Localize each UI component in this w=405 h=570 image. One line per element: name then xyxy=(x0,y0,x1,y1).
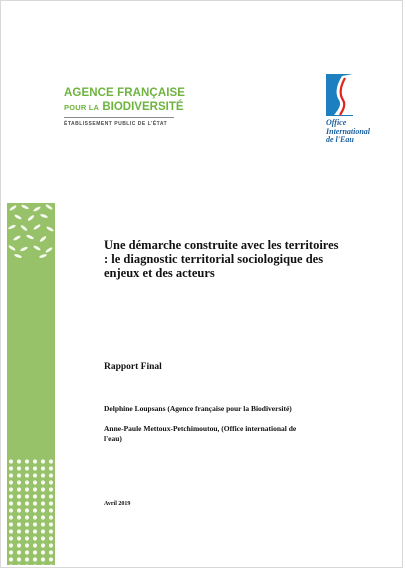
afb-logo xyxy=(64,87,186,127)
afb-logo-line2 xyxy=(64,100,184,114)
afb-logo-line2-prefix: POUR LA xyxy=(64,102,100,112)
afb-logo-rule xyxy=(64,117,174,118)
afb-logo-line1: AGENCE FRANÇAISE xyxy=(64,87,186,99)
leaf-pattern-decoration xyxy=(7,203,55,258)
afb-logo-subtitle: ÉTABLISSEMENT PUBLIC DE L'ÉTAT xyxy=(64,121,168,127)
document-date: Avril 2019 xyxy=(104,501,131,507)
author-line: Anne-Paule Mettoux-Petchimoutou, (Office international de l'eau) xyxy=(104,424,297,443)
oieau-logo-line: Office xyxy=(326,118,347,127)
oieau-logo-text xyxy=(326,119,386,145)
report-type: Rapport Final xyxy=(104,362,162,372)
author-line: Delphine Loupsans (Agence française pour la Biodiversité) xyxy=(104,404,292,413)
oieau-logo-line: International xyxy=(326,126,371,136)
document-title: Une démarche construite avec les territoires : le diagnostic territorial sociologique des enjeux et des acteurs xyxy=(104,238,339,280)
water-drop-icon xyxy=(326,74,353,116)
afb-logo-line2-main: BIODIVERSITÉ xyxy=(102,100,184,113)
oieau-logo-mark xyxy=(326,74,353,116)
oieau-logo-line: de l'Eau xyxy=(326,135,354,144)
oieau-logo xyxy=(326,74,386,145)
dot-pattern-decoration xyxy=(7,458,55,565)
